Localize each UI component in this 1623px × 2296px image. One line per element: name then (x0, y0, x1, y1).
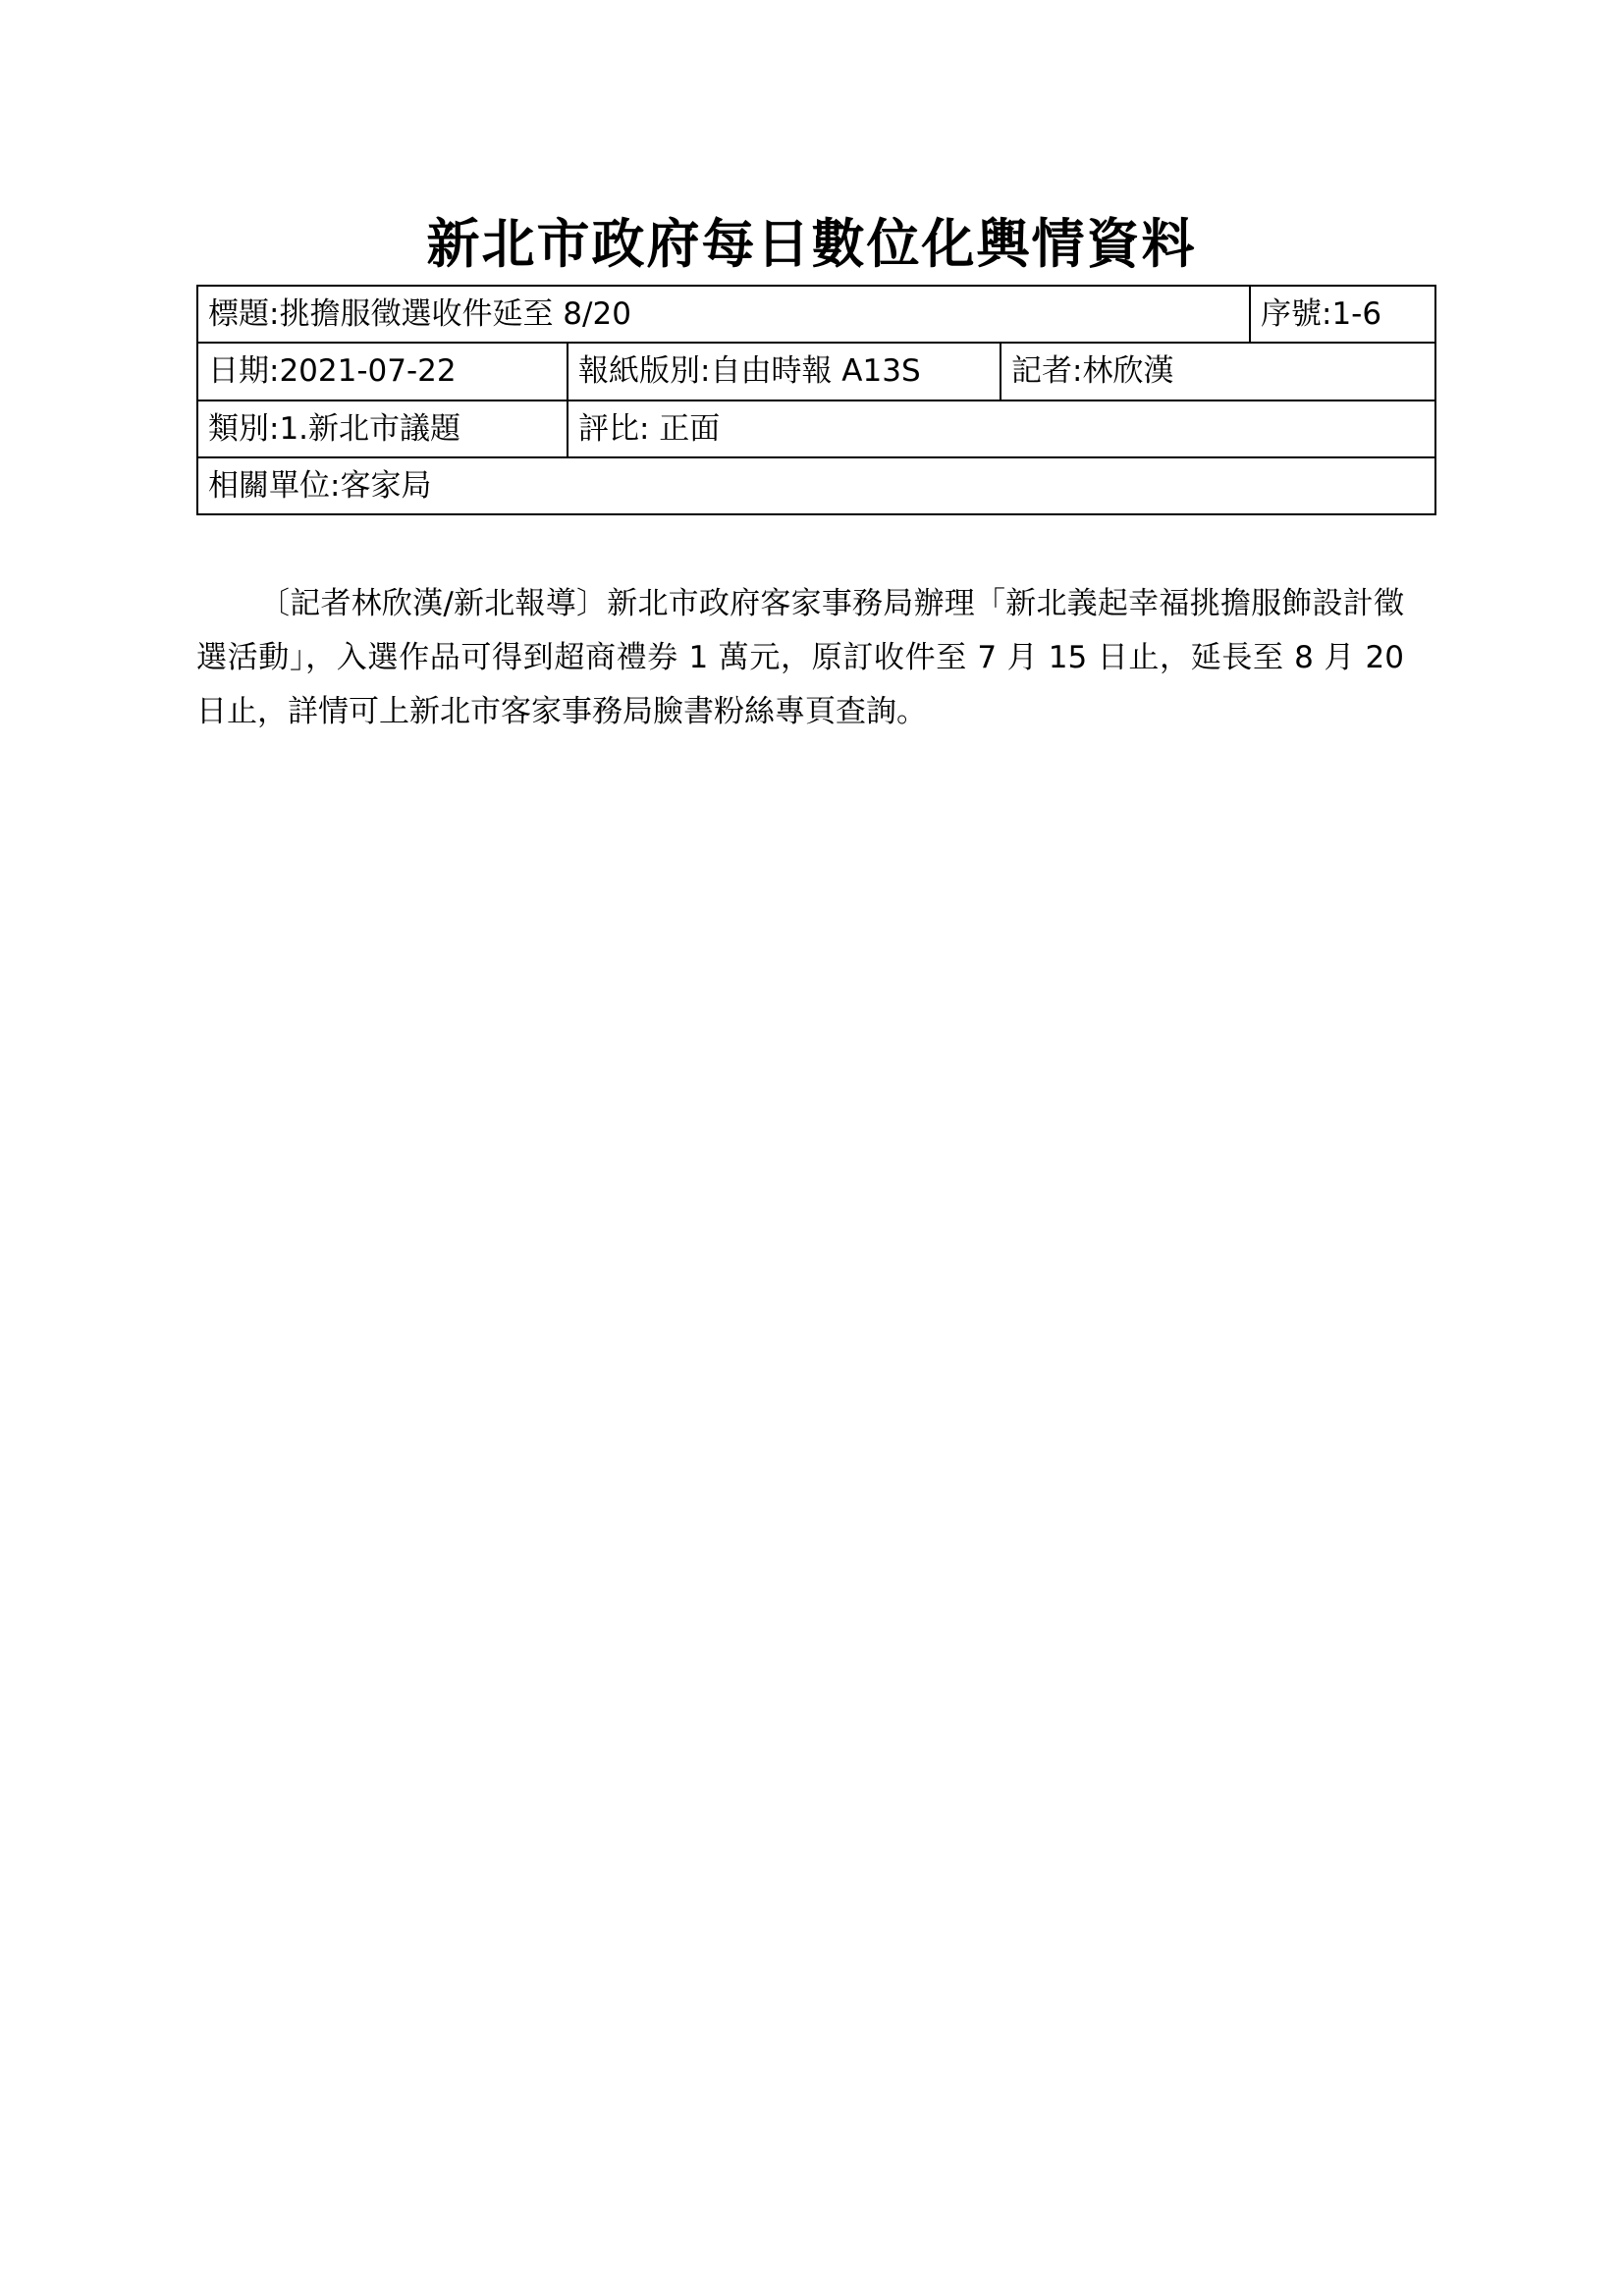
category-cell: 類別:1.新北市議題 (197, 400, 568, 457)
reporter-cell: 記者:林欣漢 (1001, 343, 1435, 400)
table-row (197, 286, 1435, 343)
table-row (197, 343, 1435, 400)
headline-cell: 標題:挑擔服徵選收件延至 8/20 (197, 286, 1250, 343)
metadata-table (196, 285, 1436, 515)
table-row (197, 400, 1435, 457)
article-body: 〔記者林欣漢/新北報導〕新北市政府客家事務局辦理「新北義起幸福挑擔服飾設計徵選活動」，入選作品可得到超商禮券 1 萬元，原訂收件至 7 月 15 日止，延長至 8 月 20 日止，詳情可上新北市客家事務局臉書粉絲專頁查詢。 (196, 586, 1404, 729)
newspaper-section-cell: 報紙版別:自由時報 A13S (568, 343, 1001, 400)
rating-cell: 評比: 正面 (568, 400, 1435, 457)
date-cell: 日期:2021-07-22 (197, 343, 568, 400)
related-unit-cell: 相關單位:客家局 (197, 457, 1435, 514)
table-row (197, 457, 1435, 514)
page-title: 新北市政府每日數位化輿情資料 (426, 213, 1197, 276)
serial-number-cell: 序號:1-6 (1250, 286, 1435, 343)
